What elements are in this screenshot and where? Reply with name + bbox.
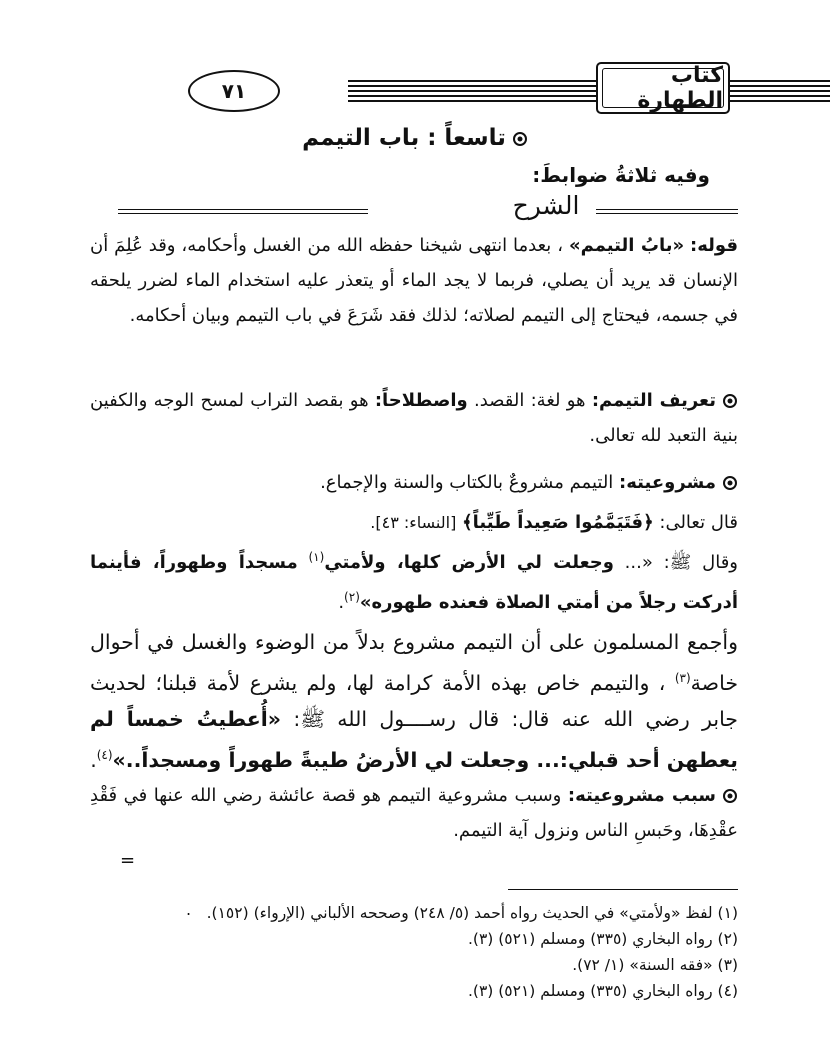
header-rule bbox=[348, 76, 830, 106]
section-label: الشرح bbox=[496, 191, 596, 220]
body-text: . bbox=[90, 747, 97, 772]
flower-ornament-icon bbox=[722, 475, 738, 491]
paragraph-reason bbox=[90, 778, 738, 848]
chapter-title bbox=[0, 125, 830, 151]
flower-ornament-icon bbox=[722, 393, 738, 409]
body-text: ، بعدما انتهى شيخنا حفظه الله من الغسل وأحكامه، وقد عُلِمَ أن الإنسان قد يريد أن يصلي، فربما لا يجد الماء أو يتعذر عليه استخدام الماء لضرر يلحقه في جسمه، فيحتاج إلى التيمم لصلاته؛ لذلك فقد شَرَعَ في باب التيمم وبيان أحكامه. bbox=[90, 235, 738, 326]
footnote-marker: (٣) bbox=[674, 671, 691, 685]
chapter-subtitle: وفيه ثلاثةُ ضوابطَ: bbox=[532, 163, 710, 187]
heading-definition: تعريف التيمم: bbox=[591, 390, 716, 411]
verse-reference: [النساء: ٤٣]. bbox=[370, 513, 457, 532]
body-text: وأجمع المسلمون على أن التيمم مشروع بدلاً من الوضوء والغسل في أحوال خاصة bbox=[90, 630, 738, 695]
body-text: . bbox=[338, 592, 345, 613]
paragraph-consensus bbox=[90, 624, 738, 778]
body-text: وسبب مشروعية التيمم هو قصة عائشة رضي الله عنها في فَقْدِ عقْدِهَا، وحَبسِ الناس ونزول آية التيمم. bbox=[90, 785, 738, 841]
page-number: ٧١ bbox=[188, 70, 280, 112]
term-label: واصطلاحاً: bbox=[374, 390, 468, 411]
footnote-item: (٤) رواه البخاري (٣٣٥) ومسلم (٥٢١) (٣). bbox=[467, 982, 738, 1000]
hadith-text: «أُعطيتُ خمساً لم يعطهن أحد قبلي:... وجعلت لي الأرضُ طيبةً طهوراً ومسجداً..» bbox=[90, 706, 738, 772]
body-text: وقال ﷺ: «... bbox=[624, 552, 738, 573]
body-text: قال تعالى: bbox=[659, 512, 738, 533]
paragraph-hadith bbox=[90, 540, 738, 620]
continuation-mark: = bbox=[120, 850, 136, 871]
book-title-box bbox=[596, 62, 730, 114]
paragraph-legitimacy bbox=[90, 465, 738, 500]
chapter-quote: «بابُ التيمم» bbox=[568, 235, 685, 256]
paragraph-verse bbox=[90, 505, 738, 540]
body-text: التيمم مشروعٌ بالكتاب والسنة والإجماع. bbox=[320, 472, 614, 493]
paragraph-definition bbox=[90, 383, 738, 453]
body-text: هو بقصد التراب لمسح الوجه والكفين بنية التعبد لله تعالى. bbox=[90, 390, 738, 446]
section-divider bbox=[118, 191, 738, 225]
footnote-marker: (٤) bbox=[96, 747, 113, 762]
book-title: كتاب الطهارة bbox=[602, 68, 724, 108]
stray-mark: . bbox=[186, 900, 192, 919]
chapter-title-text: تاسعاً : باب التيمم bbox=[302, 125, 506, 151]
flower-ornament-icon bbox=[722, 788, 738, 804]
flower-ornament-icon bbox=[512, 131, 528, 147]
heading-reason: سبب مشروعيته: bbox=[567, 785, 716, 806]
footnote-item: (٢) رواه البخاري (٣٣٥) ومسلم (٥٢١) (٣). bbox=[467, 930, 738, 948]
footnote-item: (١) لفظ «ولأمتي» في الحديث رواه أحمد (٥/ ٢٤٨) وصححه الألباني (الإرواء) (١٥٢). bbox=[206, 904, 738, 922]
lead-text: قوله: bbox=[690, 235, 738, 256]
heading-legitimacy: مشروعيته: bbox=[619, 472, 716, 493]
hadith-text: وجعلت لي الأرض كلها، ولأمتي bbox=[324, 552, 614, 573]
footnote-marker: (١) bbox=[308, 550, 325, 564]
body-text: ، والتيمم خاص بهذه الأمة كرامة لها، ولم يشرع لأمة قبلنا؛ لحديث جابر رضي الله عنه قال: قال رســــول الله ﷺ: bbox=[90, 670, 738, 731]
footnote-item: (٣) «فقه السنة» (١/ ٧٢). bbox=[572, 956, 738, 974]
hadith-text: مسجداً وطهوراً، فأينما أدركت رجلاً من أمتي الصلاة فعنده طهوره» bbox=[90, 552, 738, 613]
paragraph-intro bbox=[90, 228, 738, 333]
footnote-marker: (٢) bbox=[344, 590, 360, 604]
body-text: هو لغة: القصد. bbox=[473, 390, 586, 411]
quran-verse: ﴿فَتَيَمَّمُوا صَعِيداً طَيِّباً﴾ bbox=[462, 512, 654, 533]
footnote-rule bbox=[508, 889, 738, 890]
